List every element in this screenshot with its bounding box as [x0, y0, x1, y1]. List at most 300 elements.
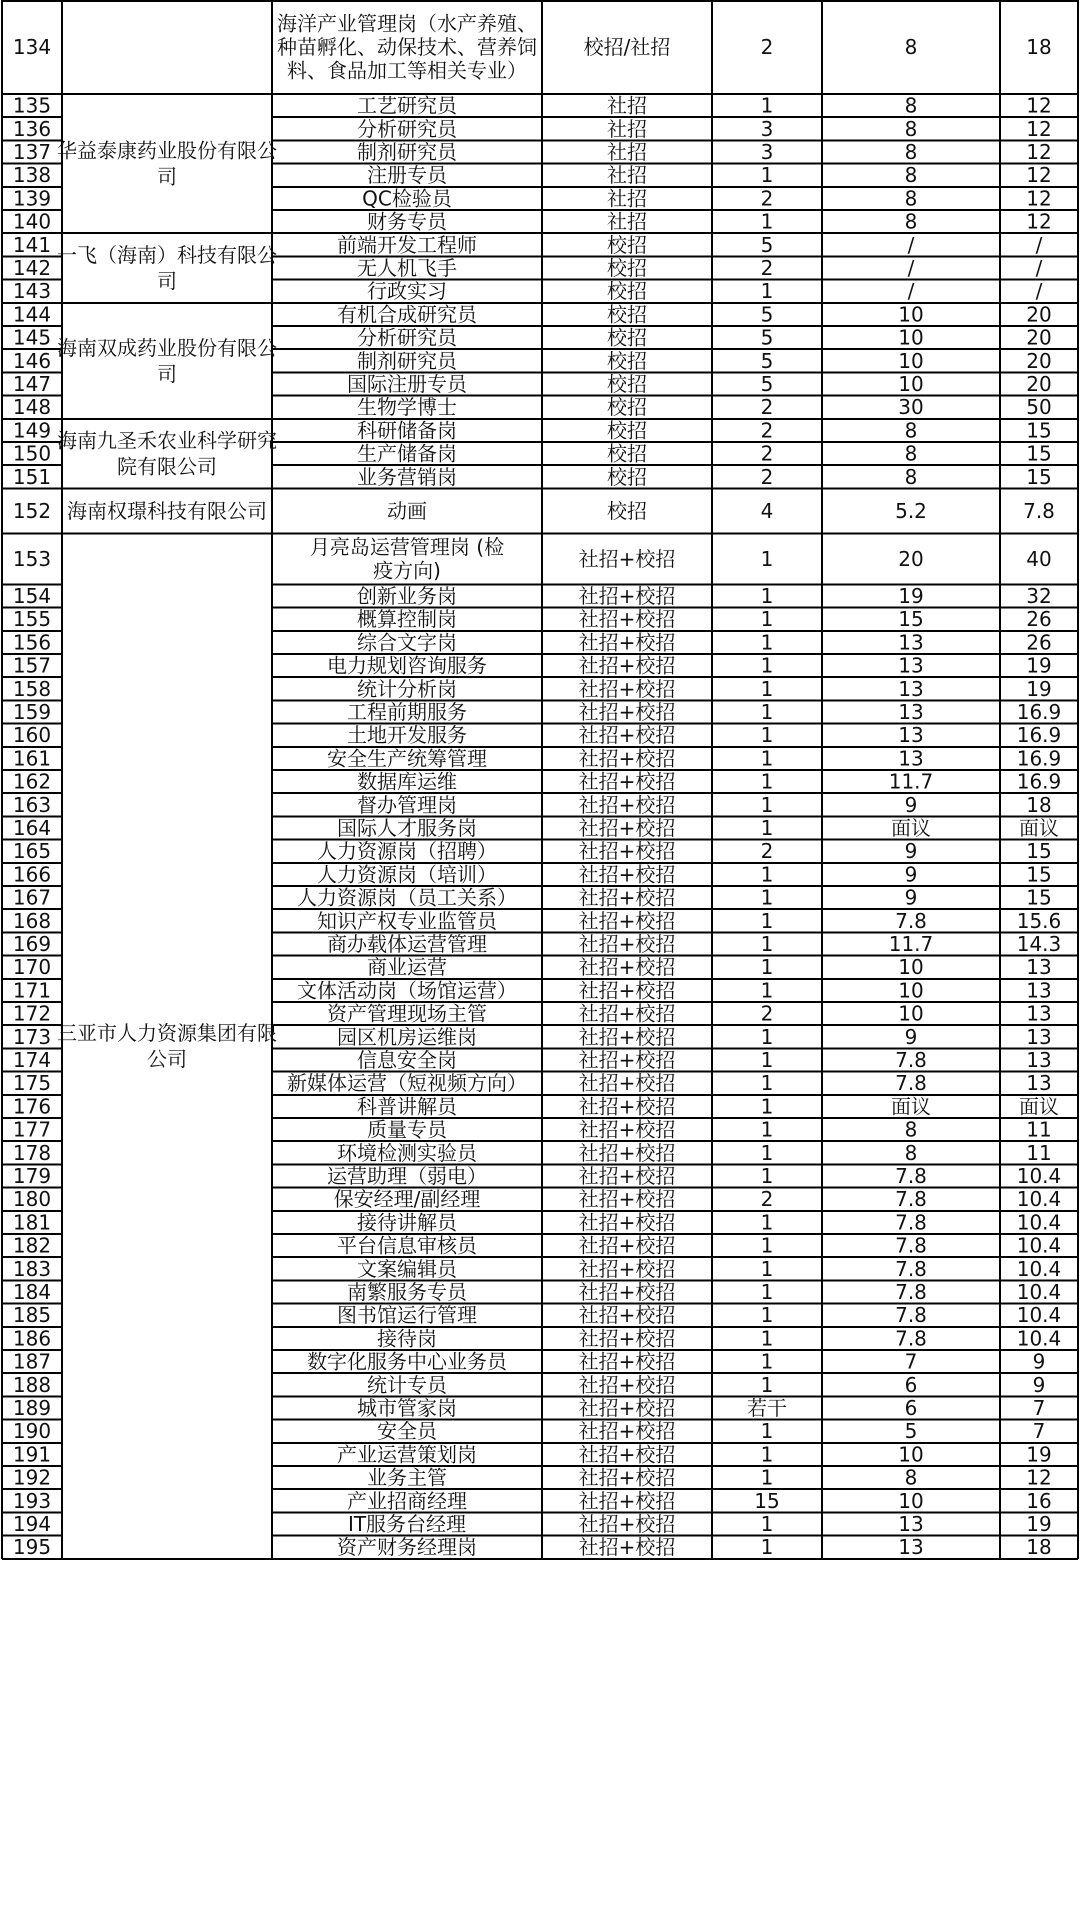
position-name: 行政实习	[367, 279, 447, 304]
recruit-type: 社招+校招	[578, 1117, 676, 1142]
position-name: 生物学博士	[357, 395, 457, 420]
salary-min: 10	[898, 348, 924, 373]
headcount: 1	[760, 163, 774, 188]
recruit-type: 校招	[607, 325, 647, 350]
salary-max: 12	[1026, 209, 1052, 234]
headcount: 1	[760, 816, 774, 840]
row-number: 159	[12, 700, 52, 724]
position-name: 工艺研究员	[357, 93, 457, 118]
salary-max: /	[1035, 232, 1043, 257]
salary-min: 10	[898, 978, 924, 1003]
recruit-type: 社招+校招	[578, 1187, 676, 1212]
salary-min: 13	[898, 723, 924, 748]
headcount: 3	[760, 116, 774, 141]
recruit-type: 社招+校招	[578, 607, 676, 632]
salary-min: 13	[898, 653, 924, 678]
row-number: 134	[12, 35, 52, 59]
salary-min: 8	[904, 93, 918, 118]
recruit-type: 社招+校招	[578, 1512, 676, 1536]
headcount: 1	[760, 1280, 774, 1304]
headcount: 2	[760, 1187, 774, 1212]
recruit-type: 社招+校招	[578, 1280, 676, 1304]
salary-max: 20	[1026, 348, 1052, 373]
row-number: 152	[12, 498, 52, 523]
headcount: 2	[760, 441, 774, 466]
row-number: 161	[12, 746, 52, 771]
salary-max: /	[1035, 256, 1043, 280]
salary-max: 18	[1026, 35, 1052, 59]
row-number: 188	[12, 1372, 52, 1397]
recruit-type: 校招	[607, 464, 647, 489]
position-name: 数据库运维	[357, 769, 457, 794]
salary-max: 19	[1026, 653, 1052, 678]
row-number: 173	[12, 1024, 52, 1049]
recruit-type: 校招	[607, 348, 647, 373]
recruit-type: 社招+校招	[578, 1164, 676, 1188]
salary-max: 19	[1026, 1512, 1052, 1536]
recruit-type: 校招	[607, 256, 647, 280]
position-name: 土地开发服务	[347, 723, 467, 748]
salary-min: 7.8	[895, 1187, 927, 1212]
recruit-type: 社招	[607, 93, 647, 118]
salary-min: 8	[904, 1140, 918, 1165]
row-number: 185	[12, 1303, 52, 1328]
row-number: 141	[12, 232, 52, 257]
salary-max: 10.4	[1016, 1210, 1062, 1235]
salary-max: 40	[1026, 546, 1052, 571]
salary-max: 10.4	[1016, 1303, 1062, 1328]
salary-min: 19	[898, 584, 924, 608]
salary-max: 18	[1026, 1535, 1052, 1560]
headcount: 1	[760, 1303, 774, 1328]
salary-min: 7.8	[895, 1048, 927, 1072]
position-name: 业务营销岗	[357, 464, 457, 489]
recruit-type: 社招+校招	[578, 1071, 676, 1096]
salary-max: 10.4	[1016, 1326, 1062, 1351]
salary-max: 面议	[1019, 816, 1059, 840]
salary-min: 6	[904, 1372, 918, 1397]
headcount: 1	[760, 885, 774, 910]
position-name: 概算控制岗	[357, 607, 457, 632]
row-number: 140	[12, 209, 52, 234]
position-name: 接待讲解员	[357, 1210, 457, 1235]
recruit-type: 社招+校招	[578, 1396, 676, 1420]
salary-max: 19	[1026, 676, 1052, 701]
recruit-type: 社招+校招	[578, 1256, 676, 1281]
recruit-type: 校招	[607, 372, 647, 396]
position-name: 环境检测实验员	[337, 1140, 477, 1165]
headcount: 若干	[747, 1396, 787, 1420]
recruit-type: 校招	[607, 302, 647, 327]
salary-min: 8	[904, 140, 918, 164]
salary-min: 10	[898, 325, 924, 350]
recruit-type: 社招	[607, 163, 647, 188]
position-name: 制剂研究员	[357, 140, 457, 164]
salary-min: 8	[904, 441, 918, 466]
position-name: 接待岗	[377, 1326, 437, 1351]
headcount: 1	[760, 746, 774, 771]
salary-max: 13	[1026, 1024, 1052, 1049]
salary-min: 9	[904, 862, 918, 887]
recruit-type: 校招	[607, 441, 647, 466]
headcount: 1	[760, 1442, 774, 1467]
headcount: 3	[760, 140, 774, 164]
salary-min: 8	[904, 116, 918, 141]
salary-max: 12	[1026, 140, 1052, 164]
salary-min: 8	[904, 163, 918, 188]
headcount: 1	[760, 792, 774, 817]
salary-min: 10	[898, 1488, 924, 1513]
row-number: 175	[12, 1071, 52, 1096]
salary-max: 16.9	[1016, 723, 1062, 748]
position-name: QC检验员	[362, 186, 452, 211]
salary-min: 20	[898, 546, 924, 571]
row-number: 170	[12, 955, 52, 980]
salary-max: 14.3	[1016, 932, 1062, 956]
recruit-type: 社招+校招	[578, 1233, 676, 1258]
position-name: 商办载体运营管理	[327, 932, 487, 956]
position-name: 人力资源岗（招聘）	[317, 839, 497, 864]
headcount: 5	[760, 232, 774, 257]
position-name: 城市管家岗	[357, 1396, 457, 1420]
salary-max: 13	[1026, 1048, 1052, 1072]
row-number: 157	[12, 653, 52, 678]
recruit-type: 社招+校招	[578, 1048, 676, 1072]
recruit-type: 社招	[607, 116, 647, 141]
salary-min: 7.8	[895, 1326, 927, 1351]
salary-min: 10	[898, 955, 924, 980]
salary-max: 13	[1026, 955, 1052, 980]
salary-min: 30	[898, 395, 924, 420]
recruit-type: 社招+校招	[578, 1465, 676, 1490]
position-name: 人力资源岗（员工关系）	[297, 885, 517, 910]
row-number: 192	[12, 1465, 52, 1490]
salary-max: 16.9	[1016, 700, 1062, 724]
position-name: 创新业务岗	[357, 584, 457, 608]
salary-min: 9	[904, 839, 918, 864]
salary-min: 7.8	[895, 1303, 927, 1328]
position-name: 分析研究员	[357, 325, 457, 350]
recruit-type: 社招+校招	[578, 769, 676, 794]
salary-max: 7.8	[1023, 498, 1055, 523]
salary-max: 16.9	[1016, 769, 1062, 794]
headcount: 1	[760, 1372, 774, 1397]
recruit-type: 社招+校招	[578, 816, 676, 840]
recruit-type: 社招+校招	[578, 1488, 676, 1513]
recruit-type: 社招+校招	[578, 630, 676, 655]
salary-max: 12	[1026, 1465, 1052, 1490]
headcount: 1	[760, 1164, 774, 1188]
salary-min: 13	[898, 1535, 924, 1560]
salary-min: 10	[898, 1442, 924, 1467]
salary-max: 15	[1026, 839, 1052, 864]
headcount: 1	[760, 653, 774, 678]
salary-max: 7	[1032, 1419, 1046, 1444]
row-number: 138	[12, 163, 52, 188]
headcount: 1	[760, 723, 774, 748]
position-name: 文体活动岗（场馆运营）	[297, 978, 517, 1003]
row-number: 182	[12, 1233, 52, 1258]
salary-min: 5	[904, 1419, 918, 1444]
row-number: 194	[12, 1512, 52, 1536]
salary-min: 9	[904, 1024, 918, 1049]
position-name: 运营助理（弱电）	[327, 1164, 487, 1188]
salary-min: 8	[904, 418, 918, 443]
row-number: 160	[12, 723, 52, 748]
salary-min: 13	[898, 676, 924, 701]
recruit-type: 社招+校招	[578, 839, 676, 864]
position-name: 国际人才服务岗	[337, 816, 477, 840]
position-name: IT服务台经理	[347, 1512, 467, 1536]
recruit-type: 社招+校招	[578, 885, 676, 910]
row-number: 177	[12, 1117, 52, 1142]
row-number: 137	[12, 140, 52, 164]
headcount: 1	[760, 630, 774, 655]
salary-min: 8	[904, 35, 918, 59]
position-name: 国际注册专员	[347, 372, 467, 396]
row-number: 169	[12, 932, 52, 956]
headcount: 1	[760, 1117, 774, 1142]
headcount: 1	[760, 607, 774, 632]
headcount: 1	[760, 932, 774, 956]
headcount: 1	[760, 93, 774, 118]
salary-min: 7.8	[895, 908, 927, 933]
salary-max: 15	[1026, 418, 1052, 443]
row-number: 155	[12, 607, 52, 632]
headcount: 2	[760, 418, 774, 443]
salary-min: /	[907, 256, 915, 280]
salary-min: 8	[904, 209, 918, 234]
row-number: 164	[12, 816, 52, 840]
position-name: 统计专员	[367, 1372, 447, 1397]
salary-min: 7.8	[895, 1210, 927, 1235]
salary-max: 11	[1026, 1140, 1052, 1165]
position-name: 有机合成研究员	[337, 302, 477, 327]
company-name: 海南双成药业股份有限公司	[57, 335, 277, 386]
salary-min: 7	[904, 1349, 918, 1374]
row-number: 183	[12, 1256, 52, 1281]
salary-min: 11.7	[888, 769, 934, 794]
position-name: 图书馆运行管理	[337, 1303, 477, 1328]
salary-max: 15.6	[1016, 908, 1062, 933]
recruit-type: 社招+校招	[578, 1094, 676, 1119]
salary-min: 10	[898, 372, 924, 396]
row-number: 135	[12, 93, 52, 118]
headcount: 1	[760, 908, 774, 933]
headcount: 1	[760, 955, 774, 980]
recruit-type: 社招+校招	[578, 1326, 676, 1351]
row-number: 149	[12, 418, 52, 443]
headcount: 1	[760, 584, 774, 608]
recruit-type: 社招+校招	[578, 978, 676, 1003]
headcount: 4	[760, 498, 774, 523]
position-name: 生产储备岗	[357, 441, 457, 466]
salary-min: 7.8	[895, 1164, 927, 1188]
salary-min: 8	[904, 464, 918, 489]
row-number: 156	[12, 630, 52, 655]
salary-min: 7.8	[895, 1280, 927, 1304]
salary-max: 9	[1032, 1372, 1046, 1397]
company-name: 海南九圣禾农业科学研究院有限公司	[57, 428, 277, 479]
row-number: 147	[12, 372, 52, 396]
salary-max: 11	[1026, 1117, 1052, 1142]
recruit-type: 校招	[607, 498, 647, 523]
salary-max: 面议	[1019, 1094, 1059, 1119]
headcount: 1	[760, 1256, 774, 1281]
row-number: 187	[12, 1349, 52, 1374]
recruit-type: 校招/社招	[583, 35, 671, 59]
row-number: 181	[12, 1210, 52, 1235]
headcount: 1	[760, 1233, 774, 1258]
headcount: 1	[760, 676, 774, 701]
position-name: 保安经理/副经理	[333, 1187, 481, 1212]
headcount: 5	[760, 348, 774, 373]
recruit-type: 社招+校招	[578, 584, 676, 608]
row-number: 148	[12, 395, 52, 420]
recruit-type: 社招+校招	[578, 1349, 676, 1374]
salary-max: 15	[1026, 885, 1052, 910]
position-name: 商业运营	[367, 955, 447, 980]
headcount: 1	[760, 1535, 774, 1560]
recruit-type: 社招+校招	[578, 676, 676, 701]
position-name: 产业招商经理	[347, 1488, 467, 1513]
headcount: 1	[760, 1140, 774, 1165]
position-name: 南繁服务专员	[347, 1280, 467, 1304]
position-name: 文案编辑员	[357, 1256, 457, 1281]
recruit-type: 校招	[607, 418, 647, 443]
row-number: 172	[12, 1001, 52, 1026]
recruit-type: 社招	[607, 186, 647, 211]
company-name: 华益泰康药业股份有限公司	[57, 138, 277, 189]
row-number: 191	[12, 1442, 52, 1467]
salary-min: 10	[898, 302, 924, 327]
salary-max: /	[1035, 279, 1043, 304]
position-name: 数字化服务中心业务员	[307, 1349, 507, 1374]
position-name: 资产管理现场主管	[327, 1001, 487, 1026]
salary-max: 10.4	[1016, 1233, 1062, 1258]
row-number: 163	[12, 792, 52, 817]
salary-min: 7.8	[895, 1071, 927, 1096]
salary-max: 13	[1026, 1001, 1052, 1026]
headcount: 5	[760, 372, 774, 396]
headcount: 1	[760, 1048, 774, 1072]
recruit-type: 社招+校招	[578, 1024, 676, 1049]
headcount: 2	[760, 395, 774, 420]
row-number: 162	[12, 769, 52, 794]
position-name: 前端开发工程师	[337, 232, 477, 257]
row-number: 193	[12, 1488, 52, 1513]
row-number: 153	[12, 546, 52, 571]
recruit-type: 社招+校招	[578, 932, 676, 956]
recruit-type: 社招+校招	[578, 1140, 676, 1165]
position-name: 知识产权专业监管员	[317, 908, 497, 933]
headcount: 1	[760, 1419, 774, 1444]
position-name: 科普讲解员	[357, 1094, 457, 1119]
row-number: 174	[12, 1048, 52, 1072]
row-number: 154	[12, 584, 52, 608]
salary-max: 50	[1026, 395, 1052, 420]
position-name: 科研储备岗	[357, 418, 457, 443]
headcount: 1	[760, 1349, 774, 1374]
salary-min: 15	[898, 607, 924, 632]
salary-max: 12	[1026, 116, 1052, 141]
position-name: 督办管理岗	[357, 792, 457, 817]
salary-min: 13	[898, 700, 924, 724]
headcount: 1	[760, 546, 774, 571]
row-number: 166	[12, 862, 52, 887]
position-name: 制剂研究员	[357, 348, 457, 373]
headcount: 1	[760, 769, 774, 794]
salary-max: 9	[1032, 1349, 1046, 1374]
position-name: 资产财务经理岗	[337, 1535, 477, 1560]
headcount: 1	[760, 700, 774, 724]
headcount: 1	[760, 978, 774, 1003]
recruit-type: 社招+校招	[578, 1001, 676, 1026]
position-name: 动画	[387, 498, 427, 523]
salary-max: 16.9	[1016, 746, 1062, 771]
salary-min: /	[907, 279, 915, 304]
salary-max: 15	[1026, 464, 1052, 489]
recruit-type: 校招	[607, 279, 647, 304]
salary-max: 18	[1026, 792, 1052, 817]
headcount: 1	[760, 1024, 774, 1049]
row-number: 151	[12, 464, 52, 489]
headcount: 1	[760, 1512, 774, 1536]
row-number: 190	[12, 1419, 52, 1444]
salary-max: 10.4	[1016, 1280, 1062, 1304]
salary-max: 20	[1026, 325, 1052, 350]
salary-min: 7.8	[895, 1256, 927, 1281]
recruit-type: 校招	[607, 232, 647, 257]
salary-min: 13	[898, 630, 924, 655]
row-number: 184	[12, 1280, 52, 1304]
company-name: 一飞（海南）科技有限公司	[57, 243, 277, 293]
position-name: 园区机房运维岗	[337, 1024, 477, 1049]
recruit-type: 社招+校招	[578, 1303, 676, 1328]
headcount: 5	[760, 325, 774, 350]
position-name: 产业运营策划岗	[337, 1442, 477, 1467]
salary-max: 10.4	[1016, 1256, 1062, 1281]
row-number: 139	[12, 186, 52, 211]
row-number: 144	[12, 302, 52, 327]
salary-max: 20	[1026, 372, 1052, 396]
salary-max: 12	[1026, 163, 1052, 188]
salary-min: 9	[904, 792, 918, 817]
salary-max: 15	[1026, 441, 1052, 466]
recruit-type: 社招+校招	[578, 1442, 676, 1467]
recruit-type: 社招+校招	[578, 1419, 676, 1444]
salary-max: 32	[1026, 584, 1052, 608]
position-name: 分析研究员	[357, 116, 457, 141]
headcount: 15	[754, 1488, 780, 1513]
position-name: 注册专员	[367, 163, 447, 188]
row-number: 167	[12, 885, 52, 910]
row-number: 171	[12, 978, 52, 1003]
headcount: 1	[760, 279, 774, 304]
row-number: 168	[12, 908, 52, 933]
salary-max: 26	[1026, 630, 1052, 655]
salary-max: 16	[1026, 1488, 1052, 1513]
row-number: 145	[12, 325, 52, 350]
headcount: 1	[760, 862, 774, 887]
position-name: 电力规划咨询服务	[327, 653, 487, 678]
row-number: 178	[12, 1140, 52, 1165]
row-number: 142	[12, 256, 52, 280]
recruit-type: 社招+校招	[578, 1535, 676, 1560]
salary-max: 7	[1032, 1396, 1046, 1420]
headcount: 2	[760, 1001, 774, 1026]
salary-max: 12	[1026, 93, 1052, 118]
